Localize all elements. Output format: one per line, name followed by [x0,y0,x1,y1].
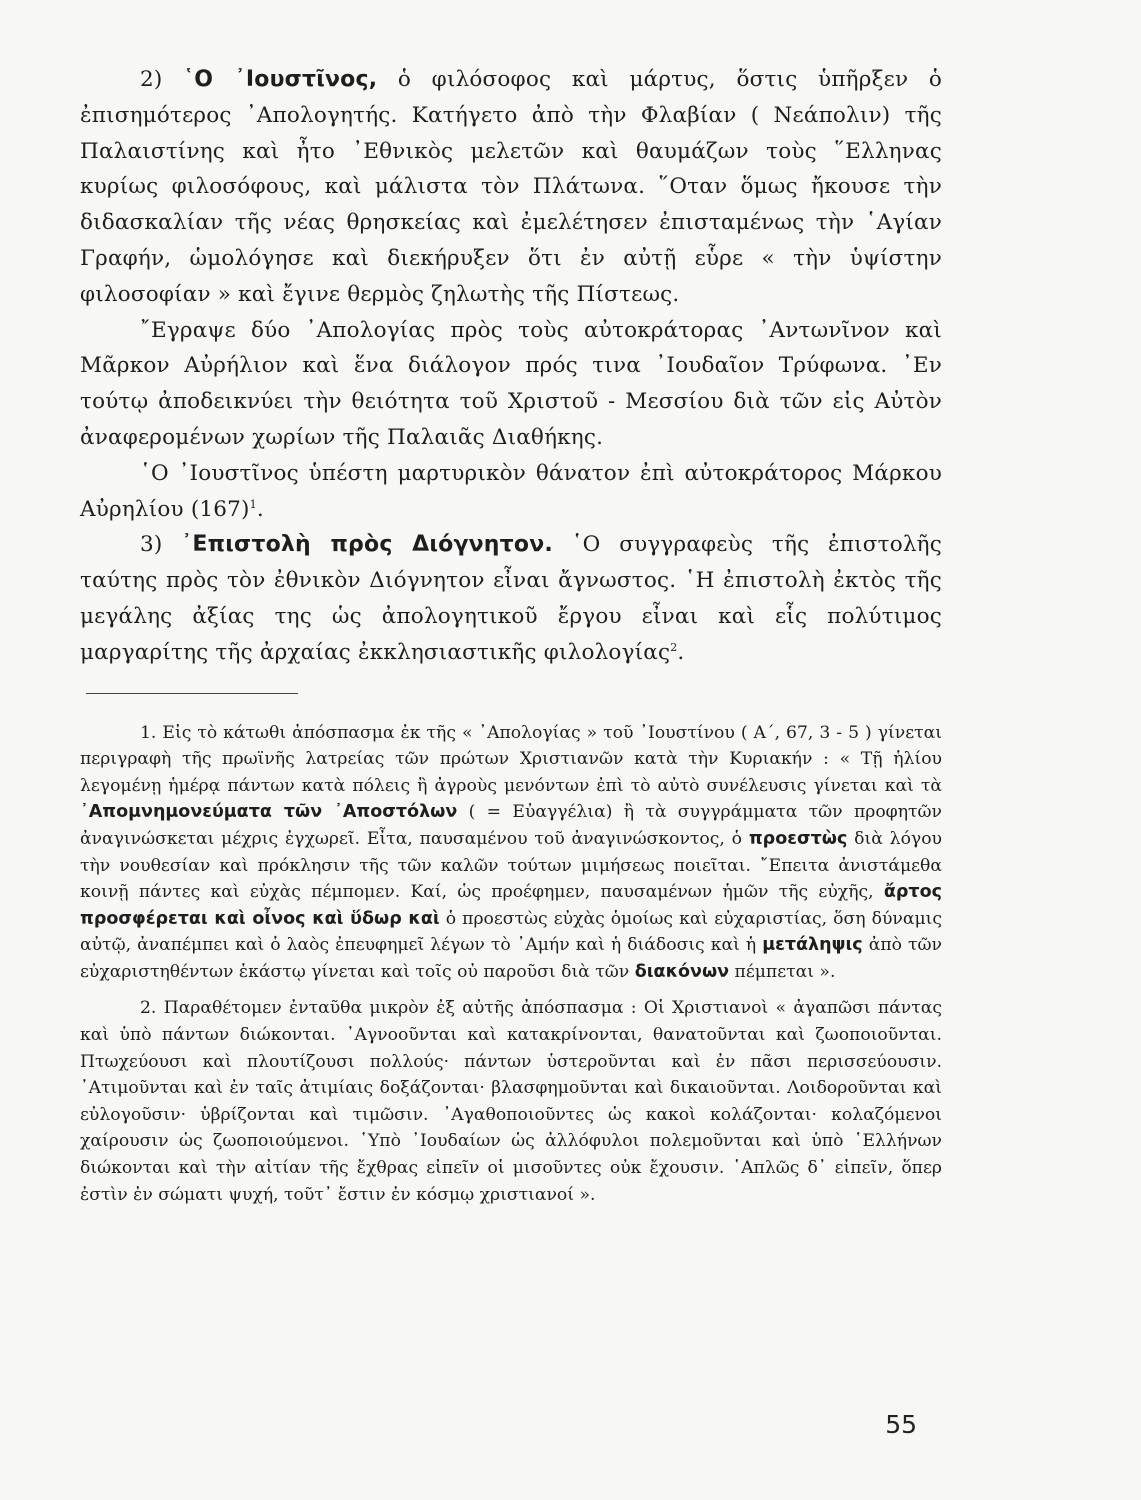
paragraph-apologies: ῎Εγραψε δύο ᾿Απολογίας πρὸς τοὺς αὐτοκράτορας ᾿Αντωνῖνον καὶ Μᾶρκον Αὐρήλιον καὶ ἕνα διάλογον πρός τινα ᾿Ιουδαῖον Τρύφωνα. ᾿Εν τούτῳ ἀποδεικνύει τὴν θειότητα τοῦ Χριστοῦ - Μεσσίου διὰ τῶν εἰς Αὐτὸν ἀναφερομένων χωρίων τῆς Παλαιᾶς Διαθήκης. [80,317,942,450]
footnote-1: 1. Εἰς τὸ κάτωθι ἀπόσπασμα ἐκ τῆς « ᾿Απολογίας » τοῦ ᾿Ιουστίνου ( Α΄, 67, 3 - 5 ) γίνεται περιγραφὴ τῆς πρωϊνῆς λατρείας τῶν πρώτων Χριστιανῶν κατὰ τὴν Κυριακήν : « Τῇ ἡλίου λεγομένῃ ἡμέρᾳ πάντων κατὰ πόλεις ἢ ἀγροὺς μενόντων ἐπὶ τὸ αὐτὸ συνέλευσις γίνεται καὶ τὰ ᾿Απομνημονεύματα τῶν ᾿Αποστόλων ( = Εὐαγγέλια) ἢ τὰ συγγράμματα τῶν προφητῶν ἀναγινώσκεται μέχρις ἐγχωρεῖ. Εἶτα, παυσαμένου τοῦ ἀναγινώσκοντος, ὁ προεστὼς διὰ λόγου τὴν νουθεσίαν καὶ πρόκλησιν τῆς τῶν καλῶν τούτων μιμήσεως ποιεῖται. ῎Επειτα ἀνιστάμεθα κοινῇ πάντες καὶ εὐχὰς πέμπομεν. Καί, ὡς προέφημεν, παυσαμένων ἡμῶν τῆς εὐχῆς, ἄρτος προσφέρεται καὶ οἶνος καὶ ὕδωρ καὶ ὁ προεστὼς εὐχὰς ὁμοίως καὶ εὐχαριστίας, ὅση δύναμις αὐτῷ, ἀναπέμπει καὶ ὁ λαὸς ἐπευφημεῖ λέγων τὸ ᾿Αμήν καὶ ἡ διάδοσις καὶ ἡ μετάληψις ἀπὸ τῶν εὐχαριστηθέντων ἑκάστῳ γίνεται καὶ τοῖς οὐ παροῦσι διὰ τῶν διακόνων πέμπεται ». [80,722,942,982]
section-heading-ioustinos: ῾Ο ᾿Ιουστῖνος, [183,67,378,92]
footnote-ref-2: 2 [670,640,678,654]
paragraph-ioustinos [80,62,942,313]
footnote-2: 2. Παραθέτομεν ἐνταῦθα μικρὸν ἐξ αὐτῆς ἀπόσπασμα : Οἱ Χριστιανοὶ « ἀγαπῶσι πάντας καὶ ὑπὸ πάντων διώκονται. ᾿Αγνοοῦνται καὶ κατακρίνονται, θανατοῦνται καὶ ζωοποιοῦνται. Πτωχεύουσι καὶ πλουτίζουσι πολλούς· πάντων ὑστεροῦνται καὶ ἐν πᾶσι περισσεύουσιν. ᾿Ατιμοῦνται καὶ ἐν ταῖς ἀτιμίαις δοξάζονται· βλασφημοῦνται καὶ δικαιοῦνται. Λοιδοροῦνται καὶ εὐλογοῦσιν· ὑβρίζονται καὶ τιμῶσιν. ᾿Αγαθοποιοῦντες ὡς κακοὶ κολάζονται· κολαζόμενοι χαίρουσιν ὡς ζωοποιούμενοι. ῾Υπὸ ᾿Ιουδαίων ὡς ἀλλόφυλοι πολεμοῦνται καὶ ὑπὸ ῾Ελλήνων διώκονται καὶ τὴν αἰτίαν τῆς ἔχθρας εἰπεῖν οἱ μισοῦντες οὐκ ἔχουσιν. ῾Απλῶς δ᾿ εἰπεῖν, ὅπερ ἐστὶν ἐν σώματι ψυχή, τοῦτ᾿ ἔστιν ἐν κόσμῳ χριστιανοί ». [80,998,942,1205]
paragraph-diognetus: 3) ᾿Επιστολὴ πρὸς Διόγνητον. ῾Ο συγγραφεὺς τῆς ἐπιστολῆς ταύτης πρὸς τὸν ἐθνικὸν Διόγνητον εἶναι ἄγνωστος. ῾Η ἐπιστολὴ ἐκτὸς τῆς μεγάλης ἀξίας της ὡς ἀπολογητικοῦ ἔργου εἶναι καὶ εἷς πολύτιμος μαργαρίτης τῆς ἀρχαίας ἐκκλησιαστικῆς φιλολογίας$^2$. [80,532,943,665]
item-number: 3) [140,532,182,558]
footnotes [80,720,942,1209]
paragraph-martyrdom: ῾Ο ᾿Ιουστῖνος ὑπέστη μαρτυρικὸν θάνατον ἐπὶ αὐτοκράτορος Μάρκου Αὐρηλίου $(167)^1$. [80,460,942,522]
paragraph-text: ῾Ο ᾿Ιουστῖνος ὑπέστη μαρτυρικὸν θάνατον ἐπὶ αὐτοκράτορος Μάρκου Αὐρηλίου (167) [80,460,942,522]
page-body [80,62,942,1208]
main-text [80,62,942,671]
footnote-ref-1: 1 [249,497,257,511]
item-number: 2) [140,67,184,92]
paragraph-text: ῾Ο συγγραφεὺς τῆς ἐπιστολῆς ταύτης πρὸς τὸν ἐθνικὸν Διόγνητον εἶναι ἄγνωστος. ῾Η ἐπιστολὴ ἐκτὸς τῆς μεγάλης ἀξίας της ὡς ἀπολογητικοῦ ἔργου εἶναι καὶ εἷς πολύτιμος μαργαρίτης τῆς ἀρχαίας ἐκκλησιαστικῆς φιλολογίας [80,532,943,665]
footnote-divider [86,693,298,694]
paragraph-text: ὁ φιλόσοφος καὶ μάρτυς, ὅστις ὑπῆρξεν ὁ ἐπισημότερος ᾿Απολογητής. Κατήγετο ἀπὸ τὴν Φλαβίαν ( Νεάπολιν) τῆς Παλαιστίνης καὶ ἦτο ᾿Εθνικὸς μελετῶν καὶ θαυμάζων τοὺς ῞Ελληνας κυρίως φιλοσόφους, καὶ μάλιστα τὸν Πλάτωνα. ῞Οταν ὅμως ἤκουσε τὴν διδασκαλίαν τῆς νέας θρησκείας καὶ ἐμελέτησεν ἐπισταμένως τὴν ῾Αγίαν Γραφήν, ὡμολόγησε καὶ διεκήρυξεν ὅτι ἐν αὐτῇ εὗρε « τὴν ὑψίστην φιλοσοφίαν » καὶ ἔγινε θερμὸς ζηλωτὴς τῆς Πίστεως. [80,67,943,307]
section-heading-diognetus: ᾿Επιστολὴ πρὸς Διόγνητον. [181,532,553,558]
page-number: 55 [885,1410,917,1439]
